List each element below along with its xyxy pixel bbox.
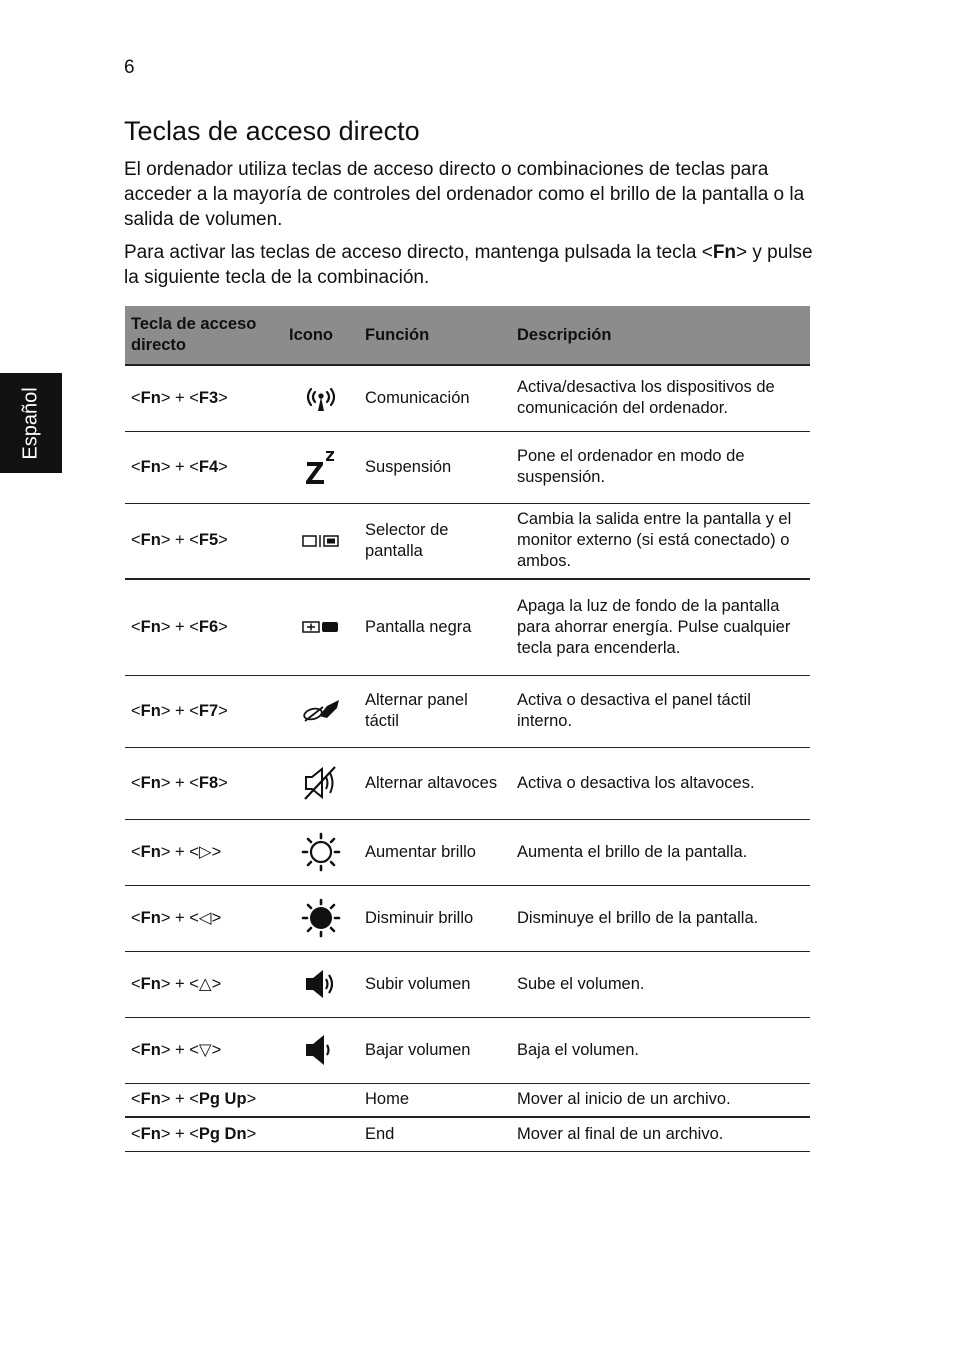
function-cell: Suspensión bbox=[359, 431, 511, 503]
key-combo: <Fn> + <▽> bbox=[125, 1017, 283, 1083]
description-cell: Disminuye el brillo de la pantalla. bbox=[511, 885, 810, 951]
key-combo: <Fn> + <F5> bbox=[125, 503, 283, 579]
key-combo: <Fn> + <◁> bbox=[125, 885, 283, 951]
key-combo: <Fn> + <▷> bbox=[125, 819, 283, 885]
screen-blank-icon bbox=[283, 579, 359, 675]
description-cell: Activa o desactiva los altavoces. bbox=[511, 747, 810, 819]
key-combo: <Fn> + <F7> bbox=[125, 675, 283, 747]
brightness-up-icon bbox=[283, 819, 359, 885]
description-cell: Baja el volumen. bbox=[511, 1017, 810, 1083]
key-combo: <Fn> + <F8> bbox=[125, 747, 283, 819]
volume-down-icon bbox=[283, 1017, 359, 1083]
function-cell: Alternar altavoces bbox=[359, 747, 511, 819]
brightness-down-icon bbox=[283, 885, 359, 951]
function-cell: End bbox=[359, 1117, 511, 1151]
instruction-paragraph bbox=[124, 240, 814, 290]
page-number: 6 bbox=[124, 57, 135, 78]
wireless-icon bbox=[283, 365, 359, 431]
key-combo: <Fn> + <Pg Dn> bbox=[125, 1117, 283, 1151]
intro-paragraph: El ordenador utiliza teclas de acceso directo o combinaciones de teclas para acceder a la mayoría de controles del ordenador como el brillo de la pantalla o la salida de volumen. bbox=[124, 159, 805, 230]
icon-cell-empty bbox=[283, 1117, 359, 1151]
display-toggle-icon bbox=[283, 503, 359, 579]
function-cell: Aumentar brillo bbox=[359, 819, 511, 885]
description-cell: Activa/desactiva los dispositivos de comunicación del ordenador. bbox=[511, 365, 810, 431]
function-cell: Subir volumen bbox=[359, 951, 511, 1017]
volume-up-icon bbox=[283, 951, 359, 1017]
table-row bbox=[125, 747, 810, 819]
language-tab-label: Español bbox=[19, 386, 42, 460]
function-cell: Pantalla negra bbox=[359, 579, 511, 675]
icon-cell-empty bbox=[283, 1083, 359, 1117]
table-row bbox=[125, 819, 810, 885]
description-cell: Pone el ordenador en modo de suspensión. bbox=[511, 431, 810, 503]
header-function: Función bbox=[359, 306, 511, 365]
key-combo: <Fn> + <F4> bbox=[125, 431, 283, 503]
key-combo: <Fn> + <△> bbox=[125, 951, 283, 1017]
key-combo: <Fn> + <F6> bbox=[125, 579, 283, 675]
table-row bbox=[125, 675, 810, 747]
instruction-text-after: > y pulse la siguiente tecla de la combinación. bbox=[124, 242, 813, 288]
function-cell: Comunicación bbox=[359, 365, 511, 431]
instruction-text-before: Para activar las teclas de acceso directo, mantenga pulsada la tecla < bbox=[124, 242, 713, 263]
table-row bbox=[125, 951, 810, 1017]
table-row bbox=[125, 1083, 810, 1117]
table-row bbox=[125, 503, 810, 579]
description-cell: Sube el volumen. bbox=[511, 951, 810, 1017]
description-cell: Apaga la luz de fondo de la pantalla para ahorrar energía. Pulse cualquier tecla para encenderla. bbox=[511, 579, 810, 675]
table-header-row bbox=[125, 306, 810, 365]
function-cell: Bajar volumen bbox=[359, 1017, 511, 1083]
description-cell: Cambia la salida entre la pantalla y el monitor externo (si está conectado) o ambos. bbox=[511, 503, 810, 579]
touchpad-toggle-icon bbox=[283, 675, 359, 747]
description-cell: Mover al inicio de un archivo. bbox=[511, 1083, 810, 1117]
function-cell: Disminuir brillo bbox=[359, 885, 511, 951]
function-cell: Alternar panel táctil bbox=[359, 675, 511, 747]
table-row bbox=[125, 885, 810, 951]
description-cell: Activa o desactiva el panel táctil interno. bbox=[511, 675, 810, 747]
function-cell: Home bbox=[359, 1083, 511, 1117]
table-row bbox=[125, 1117, 810, 1151]
key-combo: <Fn> + <Pg Up> bbox=[125, 1083, 283, 1117]
table-row bbox=[125, 431, 810, 503]
description-cell: Mover al final de un archivo. bbox=[511, 1117, 810, 1151]
hotkey-table bbox=[125, 306, 810, 1152]
header-icon: Icono bbox=[283, 306, 359, 365]
table-row bbox=[125, 365, 810, 431]
table-row bbox=[125, 579, 810, 675]
header-key: Tecla de acceso directo bbox=[125, 306, 283, 365]
section-title: Teclas de acceso directo bbox=[124, 116, 420, 146]
function-cell: Selector de pantalla bbox=[359, 503, 511, 579]
header-description: Descripción bbox=[511, 306, 810, 365]
table-row bbox=[125, 1017, 810, 1083]
speaker-mute-icon bbox=[283, 747, 359, 819]
description-cell: Aumenta el brillo de la pantalla. bbox=[511, 819, 810, 885]
key-combo: <Fn> + <F3> bbox=[125, 365, 283, 431]
language-tab bbox=[0, 373, 62, 473]
sleep-icon bbox=[283, 431, 359, 503]
instruction-key: Fn bbox=[712, 242, 737, 263]
